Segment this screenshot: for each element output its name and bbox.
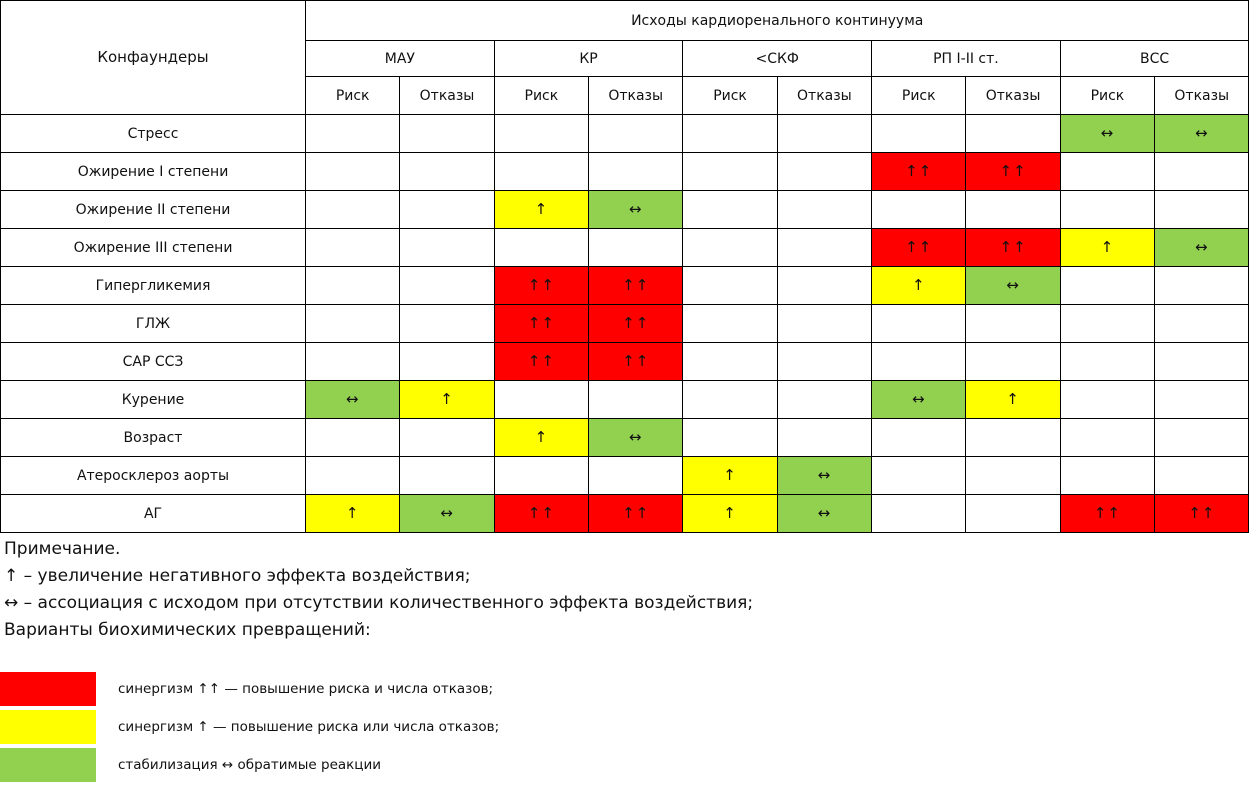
table-cell bbox=[778, 381, 872, 419]
note-up-arrow: ↑ – увеличение негативного эффекта воздействия; bbox=[4, 566, 471, 586]
legend-item bbox=[0, 747, 499, 783]
table-cell bbox=[778, 305, 872, 343]
table-cell bbox=[589, 457, 683, 495]
table-cell bbox=[778, 115, 872, 153]
table-cell: ↑ bbox=[683, 495, 777, 533]
table-cell bbox=[1155, 419, 1249, 457]
table-cell: ↔ bbox=[872, 381, 966, 419]
notes bbox=[4, 536, 1244, 644]
table-cell bbox=[306, 419, 400, 457]
table-cell bbox=[1155, 267, 1249, 305]
table-cell bbox=[966, 419, 1060, 457]
group-header-vss: ВСС bbox=[1061, 41, 1249, 77]
table-cell: ↑↑ bbox=[872, 153, 966, 191]
table-cell: ↑ bbox=[495, 191, 589, 229]
table-cell bbox=[872, 343, 966, 381]
table-cell bbox=[306, 305, 400, 343]
table-cell bbox=[1155, 381, 1249, 419]
color-legend bbox=[0, 671, 499, 785]
table-cell bbox=[966, 343, 1060, 381]
table-cell bbox=[683, 191, 777, 229]
subheader-risk: Риск bbox=[306, 77, 400, 115]
table-cell: ↑↑ bbox=[495, 305, 589, 343]
table-cell: ↑↑ bbox=[966, 153, 1060, 191]
table-cell bbox=[400, 153, 494, 191]
table-cell bbox=[778, 343, 872, 381]
subheader-risk: Риск bbox=[872, 77, 966, 115]
table-cell bbox=[778, 229, 872, 267]
table-cell: ↑↑ bbox=[1155, 495, 1249, 533]
table-cell bbox=[683, 343, 777, 381]
table-cell: ↔ bbox=[589, 191, 683, 229]
table-cell bbox=[778, 419, 872, 457]
table-cell bbox=[400, 457, 494, 495]
legend-swatch bbox=[0, 748, 96, 782]
group-header-mau: МАУ bbox=[306, 41, 495, 77]
subheader-risk: Риск bbox=[683, 77, 777, 115]
table-cell: ↔ bbox=[589, 419, 683, 457]
row-label: Курение bbox=[1, 381, 306, 419]
table-cell bbox=[683, 381, 777, 419]
table-cell: ↑ bbox=[495, 419, 589, 457]
table-cell: ↑ bbox=[400, 381, 494, 419]
row-label: САР ССЗ bbox=[1, 343, 306, 381]
table-cell bbox=[400, 229, 494, 267]
legend-swatch bbox=[0, 710, 96, 744]
table-cell: ↑↑ bbox=[589, 495, 683, 533]
table-cell bbox=[966, 305, 1060, 343]
row-label: Возраст bbox=[1, 419, 306, 457]
table-cell: ↔ bbox=[306, 381, 400, 419]
table-cell bbox=[1155, 153, 1249, 191]
group-header-rp: РП I-II ст. bbox=[872, 41, 1061, 77]
subheader-refusals: Отказы bbox=[966, 77, 1060, 115]
table-cell bbox=[1061, 191, 1155, 229]
outcomes-header: Исходы кардиоренального континуума bbox=[306, 1, 1249, 41]
table-cell bbox=[683, 115, 777, 153]
table-cell bbox=[495, 381, 589, 419]
row-label: Ожирение II степени bbox=[1, 191, 306, 229]
row-label: Стресс bbox=[1, 115, 306, 153]
group-header-skf: <СКФ bbox=[683, 41, 872, 77]
table-cell bbox=[1155, 191, 1249, 229]
row-label: Ожирение I степени bbox=[1, 153, 306, 191]
row-label: Атеросклероз аорты bbox=[1, 457, 306, 495]
table-cell bbox=[683, 305, 777, 343]
table-cell bbox=[1061, 457, 1155, 495]
table-cell: ↑ bbox=[1061, 229, 1155, 267]
table-cell bbox=[400, 115, 494, 153]
table-cell bbox=[589, 115, 683, 153]
table-cell bbox=[306, 267, 400, 305]
confounders-header: Конфаундеры bbox=[1, 1, 306, 115]
table-cell bbox=[400, 343, 494, 381]
table-cell bbox=[778, 191, 872, 229]
table-cell: ↔ bbox=[1155, 115, 1249, 153]
subheader-refusals: Отказы bbox=[589, 77, 683, 115]
table-cell bbox=[495, 229, 589, 267]
table-cell bbox=[872, 115, 966, 153]
table-cell bbox=[306, 115, 400, 153]
note-title: Примечание. bbox=[4, 539, 121, 559]
table-cell: ↔ bbox=[400, 495, 494, 533]
table-cell bbox=[872, 457, 966, 495]
table-cell bbox=[1061, 419, 1155, 457]
legend-text: синергизм ↑↑ — повышение риска и числа отказов; bbox=[118, 681, 494, 697]
legend-swatch bbox=[0, 672, 96, 706]
note-both-arrow: ↔ – ассоциация с исходом при отсутствии количественного эффекта воздействия; bbox=[4, 593, 754, 613]
table-cell bbox=[1155, 343, 1249, 381]
subheader-risk: Риск bbox=[495, 77, 589, 115]
table-cell bbox=[872, 495, 966, 533]
table-cell bbox=[1061, 267, 1155, 305]
table-cell bbox=[683, 229, 777, 267]
table-cell bbox=[495, 457, 589, 495]
table-cell bbox=[495, 115, 589, 153]
row-label: Ожирение III степени bbox=[1, 229, 306, 267]
table-cell bbox=[1061, 153, 1155, 191]
table-cell bbox=[1061, 305, 1155, 343]
table-cell bbox=[1155, 305, 1249, 343]
row-label: АГ bbox=[1, 495, 306, 533]
table-cell: ↑↑ bbox=[872, 229, 966, 267]
table-cell: ↔ bbox=[1061, 115, 1155, 153]
table-cell: ↑↑ bbox=[1061, 495, 1155, 533]
table-cell: ↑ bbox=[966, 381, 1060, 419]
table-cell bbox=[589, 229, 683, 267]
table-cell bbox=[495, 153, 589, 191]
table-cell: ↑↑ bbox=[589, 305, 683, 343]
row-label: ГЛЖ bbox=[1, 305, 306, 343]
table-cell: ↔ bbox=[1155, 229, 1249, 267]
subheader-refusals: Отказы bbox=[1155, 77, 1249, 115]
table-cell: ↑ bbox=[683, 457, 777, 495]
group-header-kr: КР bbox=[495, 41, 684, 77]
table-cell bbox=[306, 457, 400, 495]
table-cell bbox=[778, 153, 872, 191]
table-cell bbox=[589, 381, 683, 419]
table-cell bbox=[400, 267, 494, 305]
table-cell: ↔ bbox=[778, 457, 872, 495]
table-cell bbox=[683, 267, 777, 305]
table-cell bbox=[872, 191, 966, 229]
table-cell bbox=[966, 495, 1060, 533]
table-cell bbox=[966, 115, 1060, 153]
subheader-refusals: Отказы bbox=[400, 77, 494, 115]
legend-text: синергизм ↑ — повышение риска или числа отказов; bbox=[118, 719, 500, 735]
table-cell: ↑ bbox=[306, 495, 400, 533]
table-cell bbox=[306, 343, 400, 381]
table-cell bbox=[1061, 343, 1155, 381]
subheader-refusals: Отказы bbox=[778, 77, 872, 115]
table-cell: ↑↑ bbox=[589, 343, 683, 381]
table-cell bbox=[1155, 457, 1249, 495]
table-cell bbox=[683, 419, 777, 457]
table-cell bbox=[966, 457, 1060, 495]
subheader-risk: Риск bbox=[1061, 77, 1155, 115]
table-cell: ↑↑ bbox=[495, 495, 589, 533]
table-cell bbox=[589, 153, 683, 191]
table-cell bbox=[400, 305, 494, 343]
row-label: Гипергликемия bbox=[1, 267, 306, 305]
legend-item bbox=[0, 709, 499, 745]
table-cell: ↑↑ bbox=[589, 267, 683, 305]
legend-item bbox=[0, 671, 499, 707]
table-cell bbox=[683, 153, 777, 191]
table-cell: ↑↑ bbox=[495, 343, 589, 381]
table-cell bbox=[306, 229, 400, 267]
table-cell: ↑↑ bbox=[495, 267, 589, 305]
table-cell bbox=[400, 419, 494, 457]
table-cell bbox=[1061, 381, 1155, 419]
table-cell: ↑↑ bbox=[966, 229, 1060, 267]
table-cell bbox=[306, 153, 400, 191]
table-cell bbox=[400, 191, 494, 229]
table-cell: ↔ bbox=[966, 267, 1060, 305]
note-variants: Варианты биохимических превращений: bbox=[4, 620, 371, 640]
table-cell bbox=[966, 191, 1060, 229]
table-cell bbox=[872, 305, 966, 343]
legend-text: стабилизация ↔ обратимые реакции bbox=[118, 757, 382, 773]
table-cell bbox=[778, 267, 872, 305]
table-cell bbox=[872, 419, 966, 457]
table-cell: ↑ bbox=[872, 267, 966, 305]
table-cell bbox=[306, 191, 400, 229]
table-cell: ↔ bbox=[778, 495, 872, 533]
